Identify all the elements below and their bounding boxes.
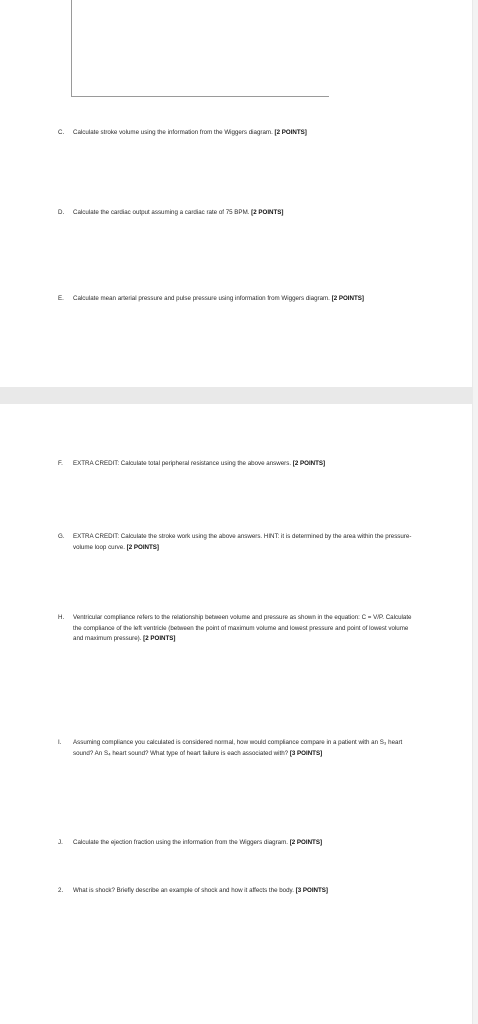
document-page-1 <box>0 0 472 387</box>
question-label: E. <box>58 295 64 302</box>
question-i <box>58 738 418 759</box>
answer-box <box>71 0 329 97</box>
question-label: F. <box>58 460 63 467</box>
question-d <box>58 208 418 219</box>
question-text: Calculate the cardiac output assuming a cardiac rate of 75 BPM. <box>73 209 250 216</box>
question-text: Ventricular compliance refers to the relationship between volume and pressure as shown in the equation: C = V/P. Calculate the compliance of the left ventricle (between the point of maximum volume and lowest pressure and point of lowest volume and maximum pressure). <box>73 614 412 642</box>
question-j <box>58 838 418 849</box>
question-f <box>58 459 418 470</box>
question-text: EXTRA CREDIT: Calculate total peripheral resistance using the above answers. <box>73 460 292 467</box>
document-page-2 <box>0 404 472 1024</box>
question-h <box>58 613 418 645</box>
question-text: Calculate stroke volume using the information from the Wiggers diagram. <box>73 129 273 136</box>
question-text: Calculate mean arterial pressure and pulse pressure using information from Wiggers diagram. <box>73 295 330 302</box>
question-points: [2 POINTS] <box>143 635 176 642</box>
question-label: D. <box>58 209 65 216</box>
question-label: C. <box>58 129 65 136</box>
question-points: [2 POINTS] <box>126 543 159 551</box>
question-points: [2 POINTS] <box>292 460 326 467</box>
question-points: [2 POINTS] <box>331 295 364 302</box>
question-label: J. <box>58 839 63 846</box>
question-text: What is shock? Briefly describe an example of shock and how it affects the body. <box>73 887 294 894</box>
question-g <box>58 532 418 553</box>
question-text: Assuming compliance you calculated is considered normal, how would compliance compare in a patient with an S₃ heart sound? An S₄ heart sound? What type of heart failure is each associated with? <box>73 739 403 757</box>
question-points: [3 POINTS] <box>289 749 323 757</box>
question-2 <box>58 886 418 897</box>
question-label: I. <box>58 739 62 746</box>
question-points: [2 POINTS] <box>251 209 284 216</box>
question-label: G. <box>58 533 65 540</box>
question-label: 2. <box>58 887 64 894</box>
question-label: H. <box>58 614 65 621</box>
question-points: [2 POINTS] <box>274 129 307 136</box>
scrollbar[interactable] <box>473 0 478 1024</box>
question-text: EXTRA CREDIT: Calculate the stroke work using the above answers. HINT: it is determined by the area within the pressure-volume loop curve. <box>73 533 412 551</box>
question-points: [3 POINTS] <box>295 887 328 894</box>
question-text: Calculate the ejection fraction using the information from the Wiggers diagram. <box>73 839 288 846</box>
question-e <box>58 294 418 305</box>
question-c <box>58 128 418 139</box>
question-points: [2 POINTS] <box>289 839 323 846</box>
